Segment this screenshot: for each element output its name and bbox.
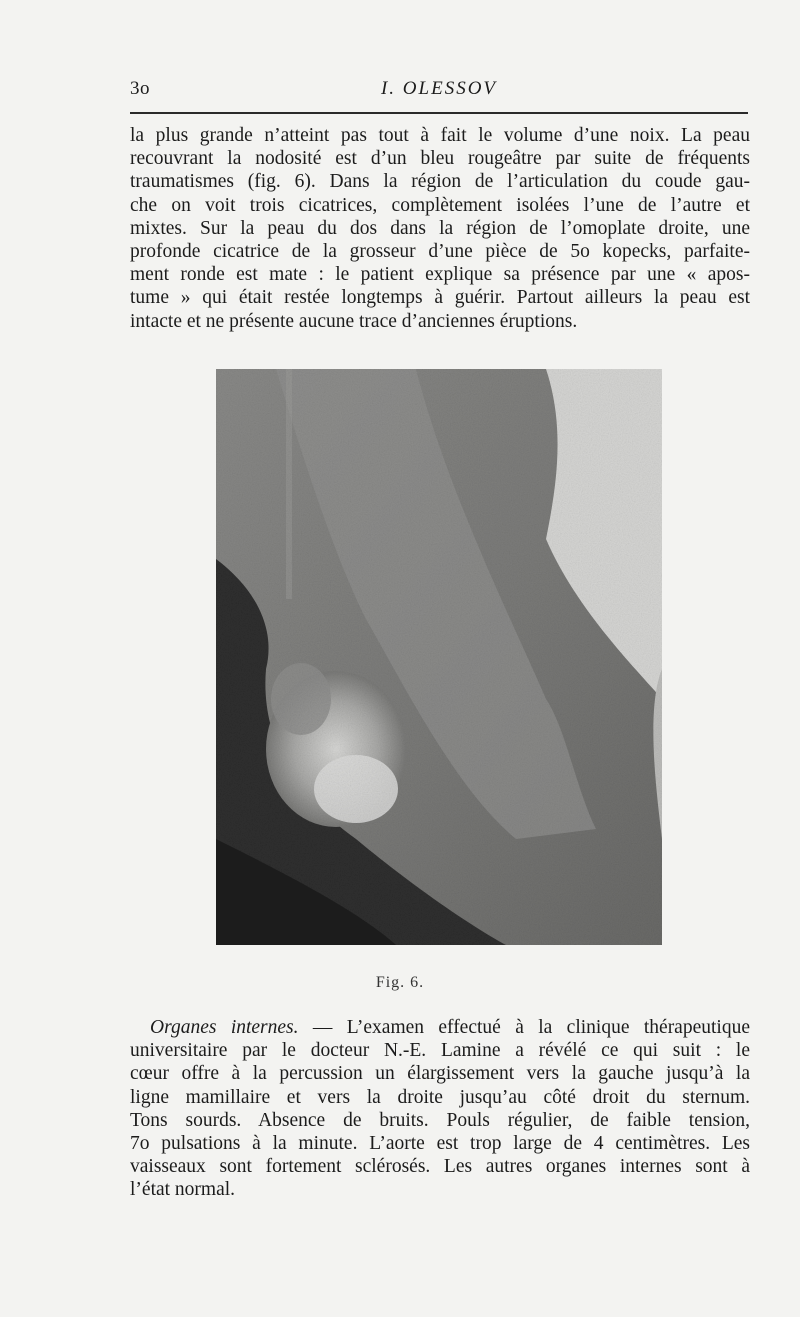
text-line: intacte et ne présente aucune trace d’anciennes éruptions. [130, 310, 578, 332]
text-line: ment ronde est mate : le patient explique sa présence par une « apos- [130, 264, 750, 286]
text-line: tume » qui était restée longtemps à guérir. Partout ailleurs la peau est [130, 287, 750, 309]
text-line: cœur offre à la percussion un élargissement vers la gauche jusqu’à la [130, 1063, 750, 1085]
text-line: profonde cicatrice de la grosseur d’une pièce de 5o kopecks, parfaite- [130, 241, 750, 263]
figure-caption: Fig. 6. [375, 974, 425, 991]
figure-photograph [216, 369, 662, 945]
text-line: 7o pulsations à la minute. L’aorte est trop large de 4 centimètres. Les [130, 1133, 750, 1155]
text-line [130, 1016, 750, 1039]
text-line: mixtes. Sur la peau du dos dans la région de l’omoplate droite, une [130, 217, 750, 239]
heading-continuation: — L’examen effectué à la clinique thérapeutique [298, 1017, 750, 1038]
page-header [130, 78, 748, 104]
text-line: recouvrant la nodosité est d’un bleu rougeâtre par suite de fréquents [130, 148, 750, 170]
running-title: I. OLESSOV [380, 78, 498, 99]
paragraph-internal-organs [130, 1016, 750, 1202]
text-line: ligne mamillaire et vers la droite jusqu’au côté droit du sternum. [130, 1086, 750, 1108]
text-line: vaisseaux sont fortement sclérosés. Les autres organes internes sont à [130, 1156, 750, 1178]
text-line: l’état normal. [130, 1179, 236, 1201]
text-line: Tons sourds. Absence de bruits. Pouls régulier, de faible tension, [130, 1109, 750, 1131]
text-line: universitaire par le docteur N.-E. Lamine a révélé ce qui suit : le [130, 1040, 750, 1062]
text-line: la plus grande n’atteint pas tout à fait le volume d’une noix. La peau [130, 125, 750, 146]
paragraph-skin-description [130, 124, 750, 333]
elbow-nodule-photo [216, 369, 662, 945]
header-rule [130, 112, 748, 114]
section-heading: Organes internes. [150, 1017, 299, 1038]
text-line: che on voit trois cicatrices, complètement isolées l’une de l’autre et [130, 194, 750, 216]
text-line: traumatismes (fig. 6). Dans la région de l’articulation du coude gau- [130, 171, 750, 193]
page-number: 3o [130, 78, 150, 99]
